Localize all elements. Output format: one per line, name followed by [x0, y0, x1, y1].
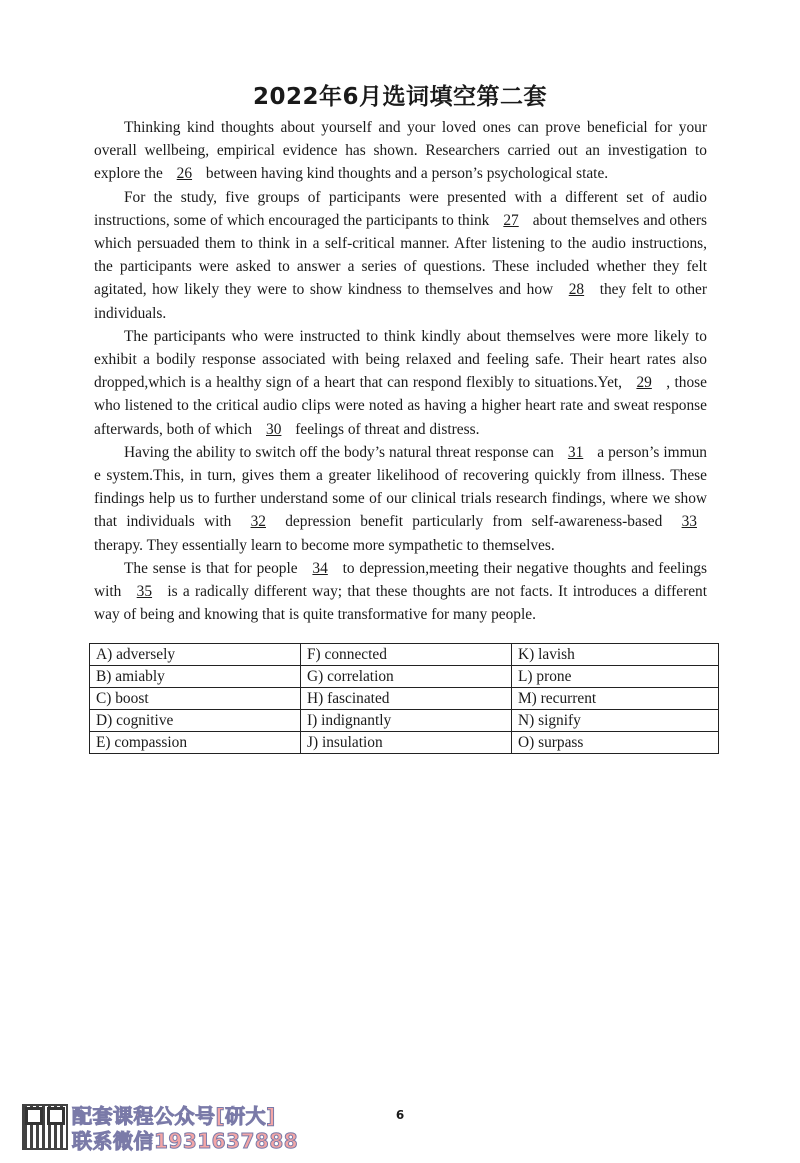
- option-cell: H) fascinated: [301, 688, 512, 710]
- table-row: [90, 688, 719, 710]
- blank-28: 28: [568, 281, 585, 299]
- option-cell: I) indignantly: [301, 710, 512, 732]
- paragraph-text: The participants who were instructed to think kindly about themselves were more likely to exhibit a bodily response associated with being relaxed and feeling safe. Their heart rates also dropped,which is a healthy sign of a heart that can respond flexibly to situations.Yet,: [94, 327, 707, 392]
- blank-30: 30: [266, 420, 282, 438]
- paragraph-text: a person’s immun e system.This, in turn, gives them a greater likelihood of recovering quickly from illness. These findings help us to further understand some of our clinical trials research findings, where we show that individuals with: [94, 443, 707, 531]
- paragraph-text: feelings of threat and distress.: [295, 420, 480, 438]
- option-cell: E) compassion: [90, 732, 301, 754]
- blank-31: 31: [567, 443, 584, 461]
- blank-35: 35: [136, 583, 153, 601]
- option-cell: N) signify: [512, 710, 719, 732]
- paragraph-4: [94, 441, 707, 557]
- paragraph-text: therapy. They essentially learn to become more sympathetic to themselves.: [94, 536, 555, 554]
- paragraph-1: [94, 116, 707, 186]
- paragraph-text: about themselves and others which persuaded them to think in a self-critical manner. After listening to the audio instructions, the participants were asked to answer a series of questions. These included whether they felt agitated, how likely they were to show kindness to themselves and how: [94, 211, 707, 299]
- qr-code-icon: [22, 1104, 68, 1150]
- page-title: 2022年6月选词填空第二套: [252, 84, 548, 110]
- paragraph-3: [94, 325, 707, 441]
- option-cell: J) insulation: [301, 732, 512, 754]
- option-cell: M) recurrent: [512, 688, 719, 710]
- option-cell: A) adversely: [90, 644, 301, 666]
- paragraph-text: For the study, five groups of participants were presented with a different set of audio instructions, some of which encouraged the participants to think: [94, 188, 707, 229]
- paragraph-text: to depression,meeting their negative thoughts and feelings with: [94, 559, 707, 601]
- option-cell: L) prone: [512, 666, 719, 688]
- footer-watermark: [22, 1104, 312, 1154]
- paragraph-text: , those who listened to the critical audio clips were noted as having a higher heart rate and sweat response afterwards, both of which: [94, 374, 707, 438]
- option-cell: G) correlation: [301, 666, 512, 688]
- option-cell: D) cognitive: [90, 710, 301, 732]
- option-cell: B) amiably: [90, 666, 301, 688]
- blank-33: 33: [681, 513, 697, 531]
- paragraph-text: The sense is that for people: [124, 559, 298, 577]
- paragraph-2: [94, 186, 707, 325]
- paragraph-text: depression benefit particularly from self-awareness-based: [285, 513, 663, 531]
- blank-26: 26: [176, 165, 193, 183]
- option-cell: K) lavish: [512, 644, 719, 666]
- blank-34: 34: [312, 559, 328, 577]
- footer-line-2: 联系微信1931637888: [72, 1129, 299, 1153]
- paragraph-5: [94, 557, 707, 627]
- paragraph-text: Thinking kind thoughts about yourself and your loved ones can prove beneficial for your overall wellbeing, empirical evidence has shown. Researchers carried out an investigation to explore the: [94, 119, 707, 183]
- table-row: [90, 710, 719, 732]
- table-row: [90, 666, 719, 688]
- blank-32: 32: [250, 513, 266, 531]
- blank-27: 27: [503, 211, 519, 229]
- option-cell: C) boost: [90, 688, 301, 710]
- paragraph-text: Having the ability to switch off the body’s natural threat response can: [124, 443, 554, 461]
- footer-line-1: 配套课程公众号[研大]: [72, 1104, 276, 1128]
- word-options-table: [89, 643, 719, 754]
- table-row: [90, 732, 719, 754]
- table-row: [90, 644, 719, 666]
- page-number: 6: [395, 1108, 405, 1122]
- paragraph-text: is a radically different way; that these thoughts are not facts. It introduces a different way of being and knowing that is quite transformative for many people.: [94, 583, 707, 624]
- option-cell: O) surpass: [512, 732, 719, 754]
- paragraph-text: between having kind thoughts and a person’s psychological state.: [205, 165, 609, 183]
- blank-29: 29: [636, 374, 652, 392]
- paragraph-text: they felt to other individuals.: [94, 281, 707, 322]
- passage: [94, 116, 707, 626]
- option-cell: F) connected: [301, 644, 512, 666]
